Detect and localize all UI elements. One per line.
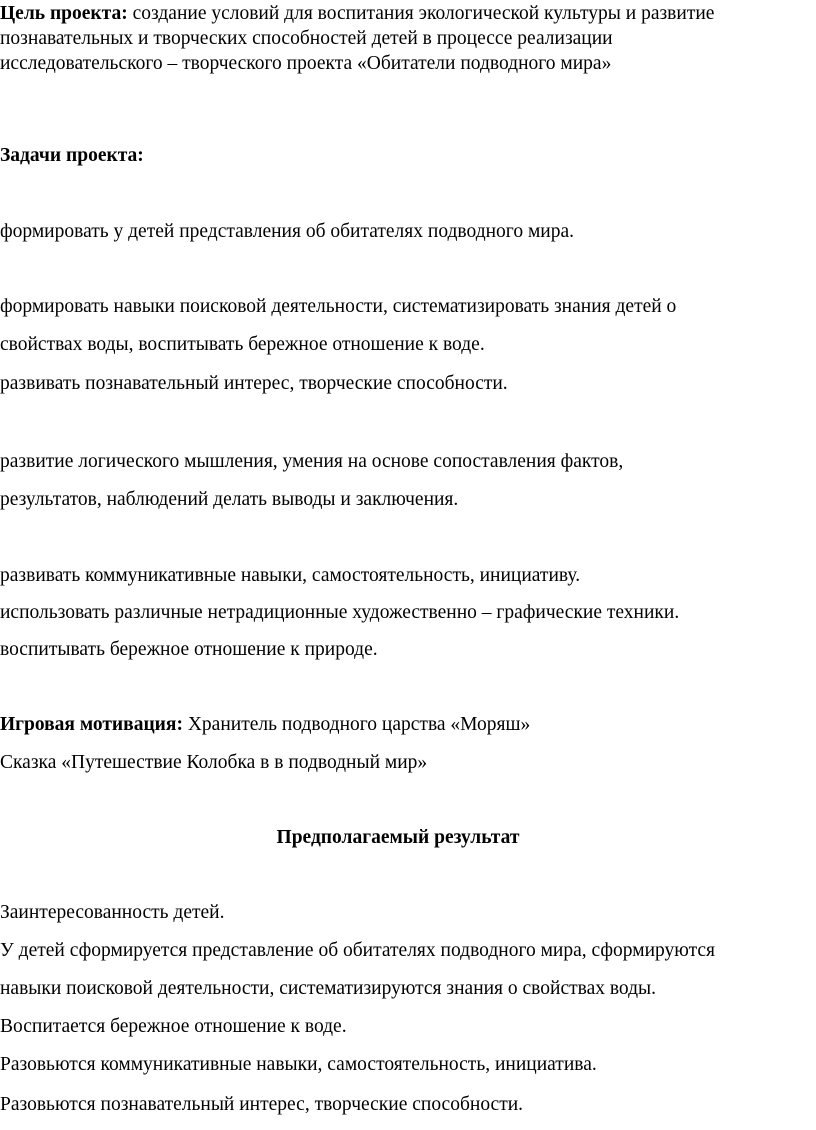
task-item: результатов, наблюдений делать выводы и заключения. (0, 489, 459, 510)
motivation-line-2: Сказка «Путешествие Колобка в в подводный мир» (0, 752, 428, 773)
goal-line-3: исследовательского – творческого проекта «Обитатели подводного мира» (0, 53, 612, 74)
task-item: формировать навыки поисковой деятельности, систематизировать знания детей о (0, 296, 677, 317)
goal-line-2: познавательных и творческих способностей детей в процессе реализации (0, 28, 613, 49)
motivation-label: Игровая мотивация: (0, 714, 183, 735)
goal-line-1 (0, 2, 714, 26)
task-item: развитие логического мышления, умения на основе сопоставления фактов, (0, 451, 624, 472)
result-item: Воспитается бережное отношение к воде. (0, 1016, 347, 1037)
result-item: У детей сформируется представление об обитателях подводного мира, сформируются (0, 940, 715, 961)
task-item: развивать познавательный интерес, творческие способности. (0, 373, 508, 394)
tasks-heading: Задачи проекта: (0, 145, 144, 166)
task-item: воспитывать бережное отношение к природе. (0, 639, 378, 660)
result-heading: Предполагаемый результат (276, 827, 520, 848)
task-item: формировать у детей представления об обитателях подводного мира. (0, 221, 574, 242)
task-item: развивать коммуникативные навыки, самостоятельность, инициативу. (0, 565, 581, 586)
motivation-text: Хранитель подводного царства «Моряш» (182, 714, 531, 735)
motivation-line-1 (0, 713, 530, 737)
goal-text: создание условий для воспитания экологической культуры и развитие (127, 3, 715, 24)
task-item: свойствах воды, воспитывать бережное отношение к воде. (0, 334, 485, 355)
result-item: Заинтересованность детей. (0, 902, 225, 923)
goal-label: Цель проекта: (0, 3, 128, 24)
result-item: Разовьются познавательный интерес, творческие способности. (0, 1094, 524, 1115)
task-item: использовать различные нетрадиционные художественно – графические техники. (0, 602, 680, 623)
result-item: Разовьются коммуникативные навыки, самостоятельность, инициатива. (0, 1054, 597, 1075)
result-item: навыки поисковой деятельности, систематизируются знания о свойствах воды. (0, 978, 657, 999)
